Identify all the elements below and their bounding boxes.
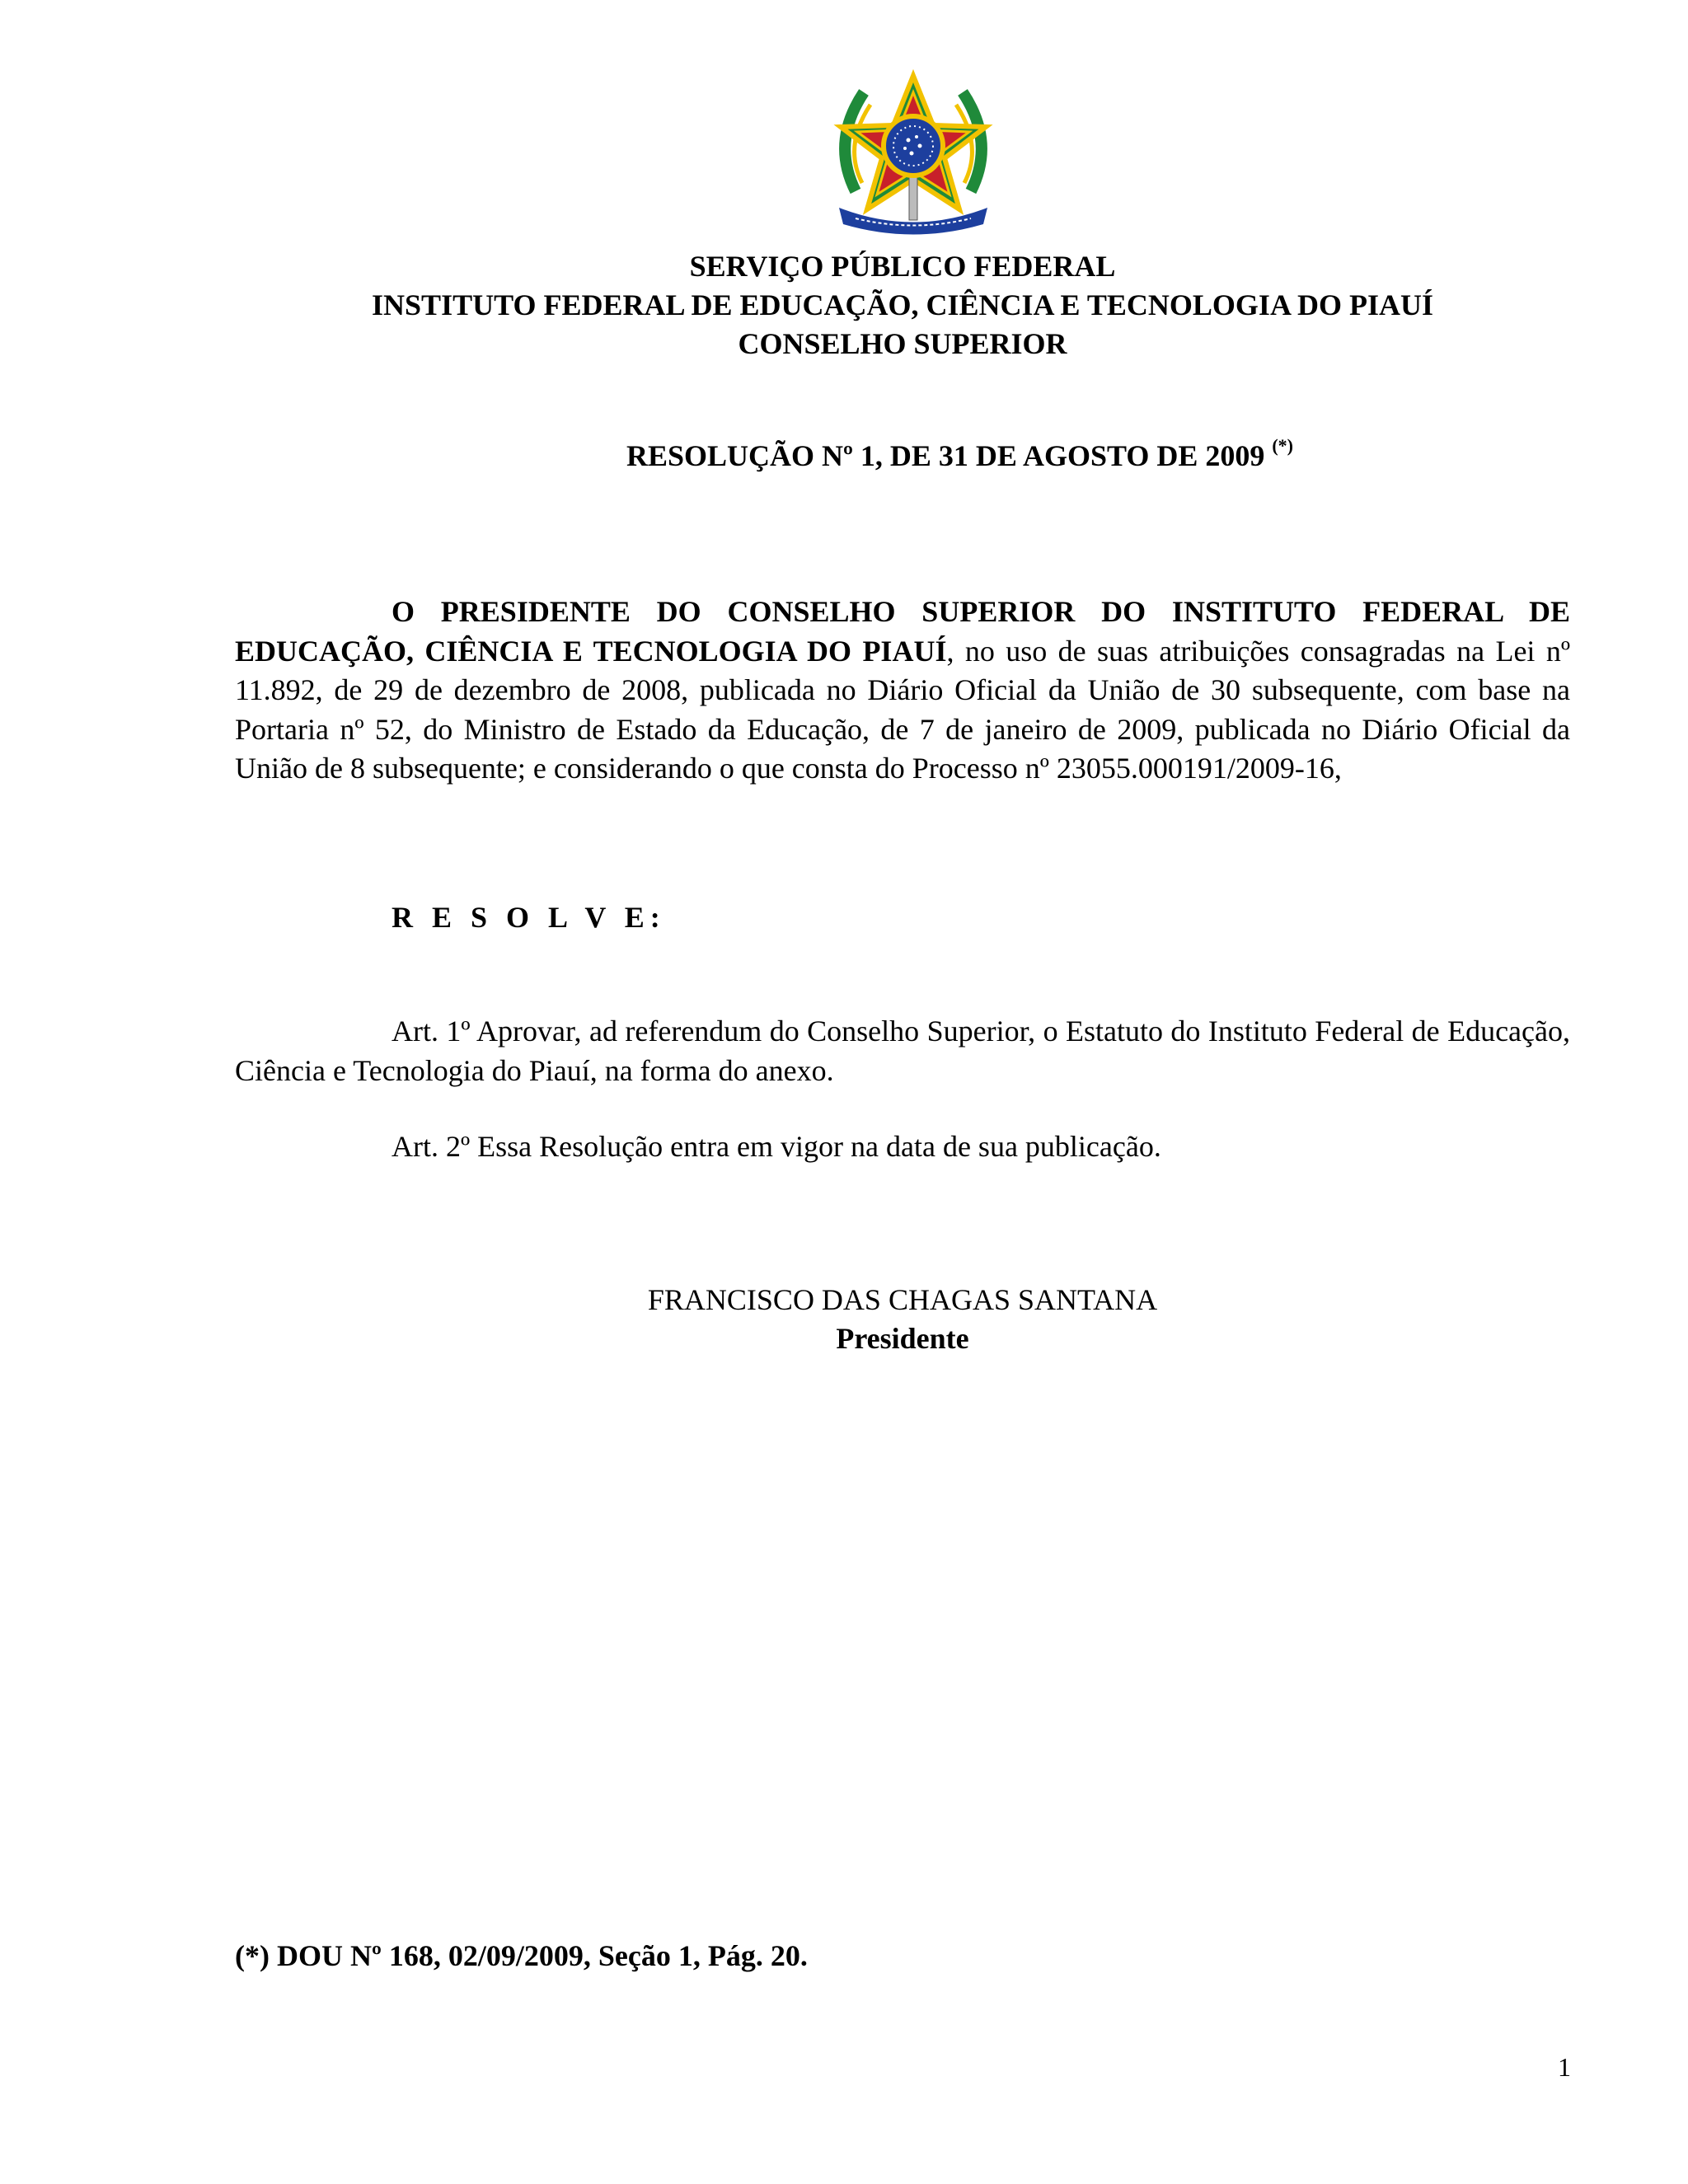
resolution-footnote-marker: (*): [1272, 435, 1294, 456]
article-1: Art. 1º Aprovar, ad referendum do Conselho Superior, o Estatuto do Instituto Federal de Educação, Ciência e Tecnologia do Piauí, na forma do anexo.: [235, 1015, 1570, 1087]
header-council-line: CONSELHO SUPERIOR: [738, 327, 1067, 360]
signatory-name: FRANCISCO DAS CHAGAS SANTANA: [647, 1283, 1158, 1316]
article-2: Art. 2º Essa Resolução entra em vigor na data de sua publicação.: [392, 1130, 1161, 1163]
signatory-role: Presidente: [836, 1322, 969, 1355]
resolution-title-text: RESOLUÇÃO Nº 1, DE 31 DE AGOSTO DE 2009: [626, 439, 1265, 472]
preamble-bold-text: O PRESIDENTE DO CONSELHO SUPERIOR DO INSTITUTO FEDERAL DE EDUCAÇÃO, CIÊNCIA E TECNOLOGIA DO PIAUÍ: [235, 595, 1570, 668]
preamble-text: , no uso de suas atribuições consagradas na Lei nº 11.892, de 29 de dezembro de 2008, publicada no Diário Oficial da União de 30 subsequente, com base na Portaria nº 52, do Ministro de Estado da Educação, de 7 de janeiro de 2009, publicada no Diário Oficial da União de 8 subsequente; e considerando o que consta do Processo nº 23055.000191/2009-16,: [235, 634, 1570, 785]
resolve-label: R E S O L V E:: [392, 901, 666, 934]
header-institute-line: INSTITUTO FEDERAL DE EDUCAÇÃO, CIÊNCIA E TECNOLOGIA DO PIAUÍ: [372, 288, 1433, 321]
brazil-coat-of-arms-icon: [823, 68, 1004, 241]
signature-block: [0, 1281, 1688, 1358]
page-number: 1: [1558, 2052, 1571, 2082]
preamble-paragraph: [235, 593, 1570, 789]
header-service-line: SERVIÇO PÚBLICO FEDERAL: [689, 250, 1116, 283]
document-header: [0, 247, 1688, 363]
footnote: (*) DOU Nº 168, 02/09/2009, Seção 1, Pág. 20.: [235, 1939, 808, 1972]
resolution-title: [626, 435, 1294, 473]
